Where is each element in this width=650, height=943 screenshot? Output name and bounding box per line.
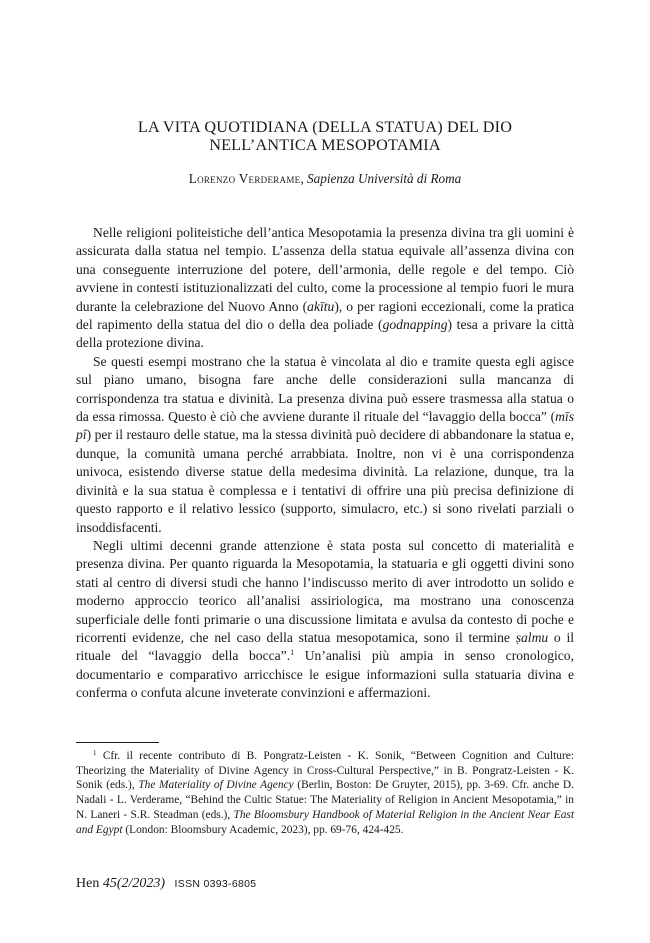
journal-issn: ISSN 0393-6805 [174, 878, 257, 890]
paragraph-1-text-c: ) tesa a privare la città della protezione divina. [76, 317, 574, 351]
term-godnapping: godnapping [382, 317, 448, 333]
article-body [76, 224, 574, 703]
footnotes [76, 749, 574, 837]
author-name: Lorenzo Verderame [188, 171, 301, 186]
journal-issue: 45(2/2023) [102, 876, 166, 891]
paragraph-1-text-b: ), o per ragioni eccezionali, come la pratica del rapimento della statua del dio o della dea poliade ( [76, 298, 575, 333]
title-line-2: NELL’ANTICA MESOPOTAMIA [209, 136, 441, 154]
author-byline [70, 171, 580, 187]
paragraph-2-text-b: ) per il restauro delle statue, ma la stessa divinità può decidere di abbandonare la statua e, dunque, la comunità umana perché arrabbiata. Inoltre, non vi è una corrispondenza univoca, esistendo diverse statue della medesima divinità. La relazione, dunque, tra la divinità e la sua statua è complessa e i tentativi di offrire una più precisa definizione di questo rapporto e il relativo lessico (supporto, simulacro, etc.) si sono rivelati parziali o insoddisfacenti. [76, 427, 574, 535]
title-line-1: LA VITA QUOTIDIANA (DELLA STATUA) DEL DIO [137, 118, 513, 136]
footnote-text-a: Cfr. il recente contributo di B. Pongratz-Leisten - K. Sonik, “Between Cognition and Culture: Theorizing the Materiality of Divine Agency in Cross-Cultural Perspective,” in B. Pongratz-Leisten - K. Sonik (eds.), [76, 750, 574, 792]
paragraph-1 [76, 224, 574, 353]
footnote-text-b: (Berlin, Boston: De Gruyter, 2015), pp. 3-69. Cfr. anche D. Nadali - L. Verderame, “Behind the Cultic Statue: The Materiality of Religion in Ancient Mesopotamia,” in N. Laneri - S.R. Steadman (eds.), [76, 779, 575, 821]
paragraph-1-text-a: Nelle religioni politeistiche dell’antica Mesopotamia la presenza divina tra gli uomini è assicurata dalla statua nel tempio. L’assenza della statua equivale all’assenza divina con una conseguente interruzione del potere, dell’armonia, delle regole e del tempo. Ciò avviene in contesti istituzionalizzati del culto, come la processione al tempio fuori le mura durante la celebrazione del Nuovo Anno ( [76, 225, 574, 314]
paragraph-2-text-a: Se questi esempi mostrano che la statua è vincolata al dio e tramite questa egli agisce sul piano umano, bisogna fare anche delle considerazioni sulla mancanza di corrispondenza tra statua e divinità. La presenza divina può essere trasmessa alla statua o da essa rimossa. Questo è ciò che avviene durante il rituale del “lavaggio della bocca” ( [76, 353, 574, 425]
footnote-book-title-1: The Materiality of Divine Agency [138, 779, 294, 792]
paragraph-3-text-b: o il rituale del “lavaggio della bocca”. [76, 629, 574, 664]
journal-name: Hen [76, 876, 100, 891]
footnote-reference[interactable]: 1 [290, 648, 295, 658]
footnote-text-c: (London: Bloomsbury Academic, 2023), pp. 69-76, 424-425. [122, 823, 404, 836]
paragraph-3 [76, 537, 574, 703]
paragraph-2 [76, 353, 574, 537]
page-footer [76, 876, 256, 892]
footnote-book-title-2: The Bloomsbury Handbook of Material Religion in the Ancient Near East and Egypt [76, 808, 574, 836]
paragraph-3-text-c: Un’analisi più ampia in senso cronologico, documentario e comparativo arricchisce le esigue informazioni sulla statuaria divina e conferma o confuta alcune inveterate convinzioni e affermazioni. [76, 648, 574, 701]
footnote-number: 1 [93, 749, 97, 757]
paragraph-3-text-a: Negli ultimi decenni grande attenzione è stata posta sul concetto di materialità e presenza divina. Per quanto riguarda la Mesopotamia, la statuaria e gli oggetti divini sono stati al centro di diversi studi che hanno l’indiscusso merito di aver introdotto un solido e moderno approccio teorico all’analisi assiriologica, ma mostrano una conoscenza superficiale delle fonti primarie o una discussione limitata e avulsa da contesto di poche e ricorrenti evidenze, che nel caso della statua mesopotamica, sono il termine [76, 537, 574, 645]
footnote-divider [76, 742, 159, 743]
article-title [70, 118, 580, 154]
footnote-1 [76, 749, 574, 837]
term-salmu: ṣalmu [515, 629, 549, 645]
term-mis-pi: mīs pî [76, 409, 574, 443]
term-akitu: akītu [307, 298, 335, 314]
author-affiliation: Sapienza Università di Roma [307, 171, 462, 186]
byline-separator: , [300, 171, 308, 186]
